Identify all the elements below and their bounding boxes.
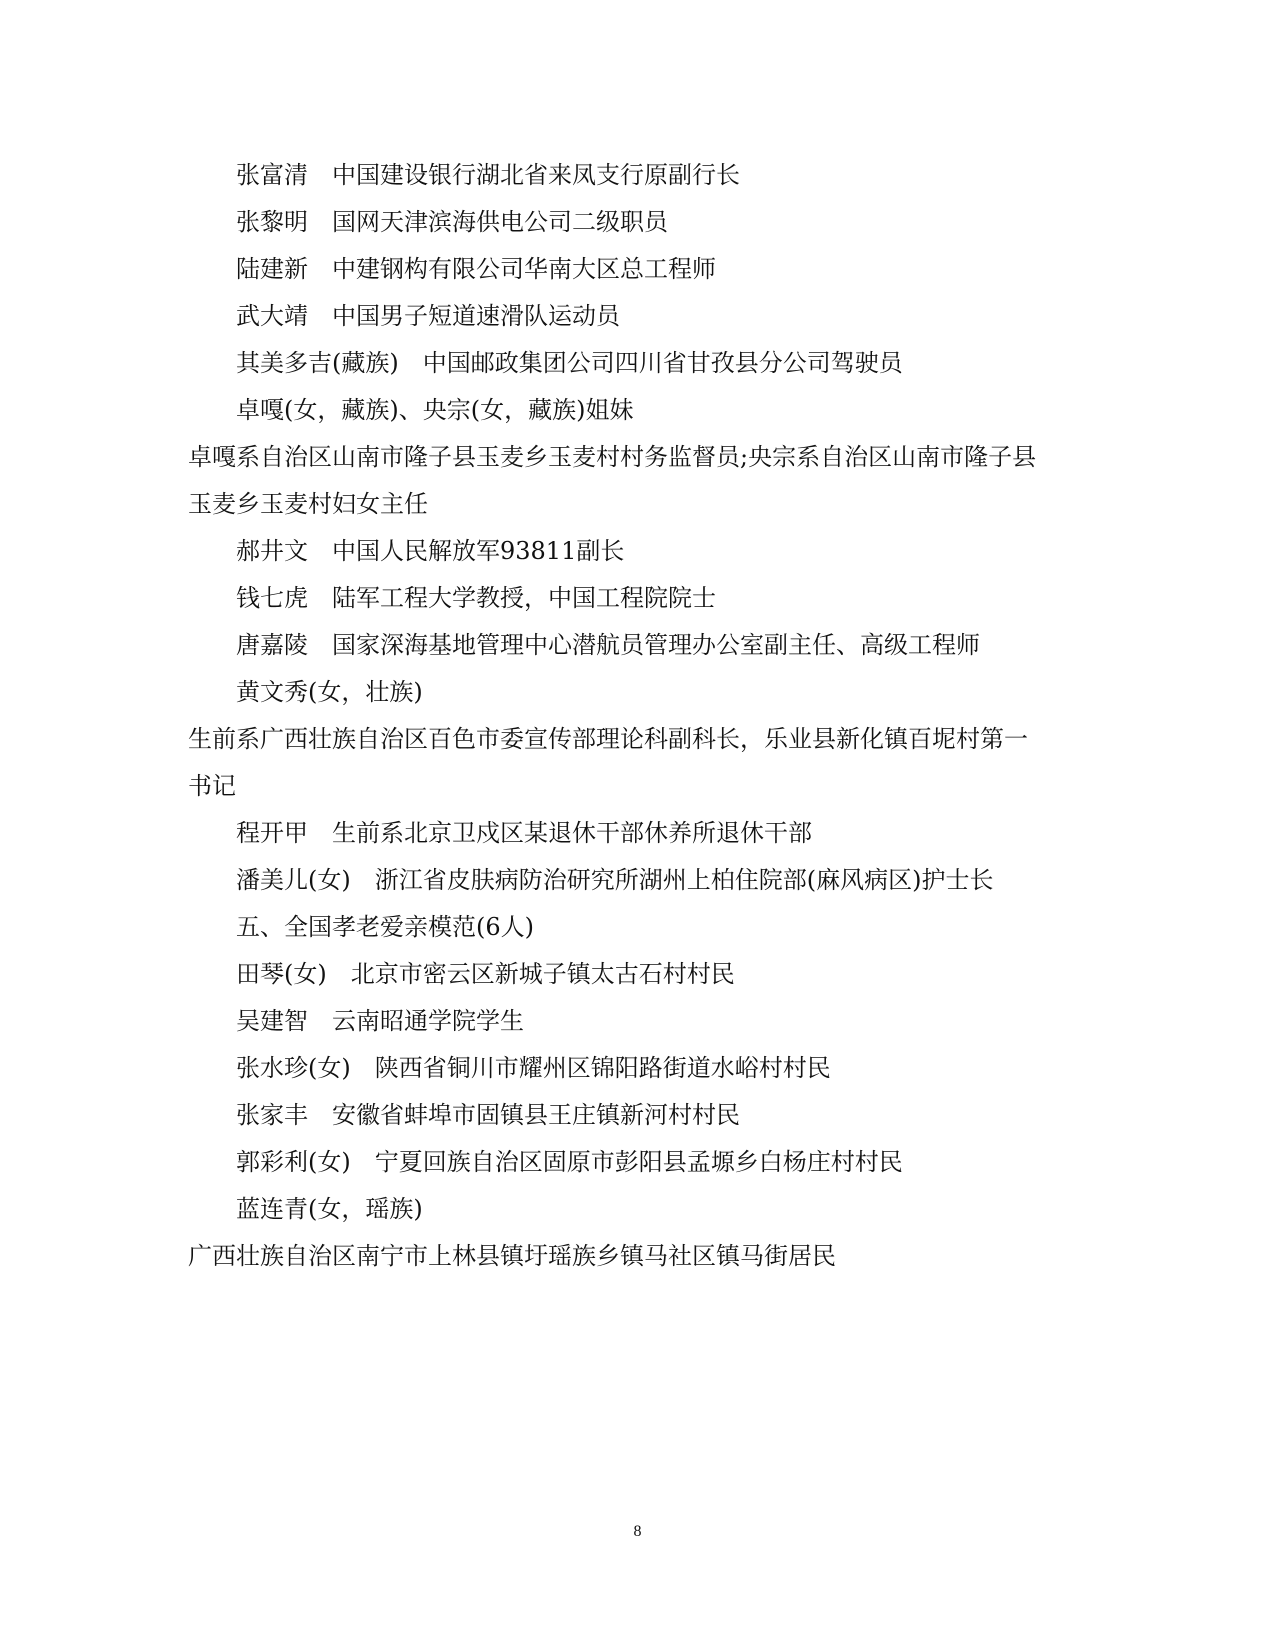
person-description: 陕西省铜川市耀州区锦阳路街道水峪村村民 [374,1054,831,1082]
list-item [188,293,1088,340]
list-item [188,1045,1088,1092]
person-name: 卓嘎(女，藏族)、央宗(女，藏族)姐妹 [236,396,634,424]
list-item [188,1186,1088,1233]
person-name: 钱七虎 [236,584,308,612]
person-description: 中国男子短道速滑队运动员 [332,302,620,330]
person-name: 陆建新 [236,255,308,283]
continuation-line: 书记 [188,772,236,800]
section-heading [188,904,1088,951]
person-description: 中国人民解放军93811副长 [332,537,625,565]
continuation-line: 玉麦乡玉麦村妇女主任 [188,490,428,518]
person-name: 其美多吉(藏族) [236,349,399,377]
person-description: 云南昭通学院学生 [332,1007,524,1035]
person-name: 潘美儿(女) [236,866,351,894]
person-name: 张家丰 [236,1101,308,1129]
person-description: 北京市密云区新城子镇太古石村村民 [350,960,735,988]
list-item [188,199,1088,246]
person-description: 中建钢构有限公司华南大区总工程师 [332,255,716,283]
list-item [188,575,1088,622]
continuation-line: 广西壮族自治区南宁市上林县镇圩瑶族乡镇马社区镇马街居民 [188,1242,836,1270]
list-item [188,951,1088,998]
list-item [188,810,1088,857]
person-name: 郝井文 [236,537,308,565]
list-item [188,246,1088,293]
person-description: 浙江省皮肤病防治研究所湖州上柏住院部(麻风病区)护士长 [374,866,994,894]
continuation-line: 卓嘎系自治区山南市隆子县玉麦乡玉麦村村务监督员;央宗系自治区山南市隆子县 [188,443,1037,471]
list-item [188,857,1088,904]
person-name: 黄文秀(女，壮族) [236,678,423,706]
person-name: 武大靖 [236,302,308,330]
person-name: 吴建智 [236,1007,308,1035]
person-description: 宁夏回族自治区固原市彭阳县孟塬乡白杨庄村村民 [374,1148,903,1176]
person-description: 国家深海基地管理中心潜航员管理办公室副主任、高级工程师 [332,631,980,659]
person-name: 蓝连青(女，瑶族) [236,1195,423,1223]
list-item [188,387,1088,434]
person-name: 郭彩利(女) [236,1148,351,1176]
section-title: 五、全国孝老爱亲模范(6人) [236,913,534,941]
person-description: 陆军工程大学教授，中国工程院院士 [332,584,716,612]
list-item [188,152,1088,199]
list-item [188,669,1088,716]
list-item [188,622,1088,669]
person-description: 国网天津滨海供电公司二级职员 [332,208,668,236]
document-body [188,152,1088,1280]
person-name: 张黎明 [236,208,308,236]
list-item [188,998,1088,1045]
person-description: 安徽省蚌埠市固镇县王庄镇新河村村民 [332,1101,740,1129]
list-item [188,1092,1088,1139]
page-number: 8 [633,1523,642,1540]
person-description: 生前系北京卫戍区某退休干部休养所退休干部 [332,819,812,847]
person-name: 张水珍(女) [236,1054,351,1082]
list-item [188,1139,1088,1186]
person-description: 中国建设银行湖北省来凤支行原副行长 [332,161,740,189]
list-item [188,528,1088,575]
person-description: 中国邮政集团公司四川省甘孜县分公司驾驶员 [422,349,903,377]
list-item [188,340,1088,387]
person-name: 田琴(女) [236,960,327,988]
person-name: 张富清 [236,161,308,189]
person-name: 程开甲 [236,819,308,847]
person-name: 唐嘉陵 [236,631,308,659]
continuation-line: 生前系广西壮族自治区百色市委宣传部理论科副科长，乐业县新化镇百坭村第一 [188,725,1028,753]
